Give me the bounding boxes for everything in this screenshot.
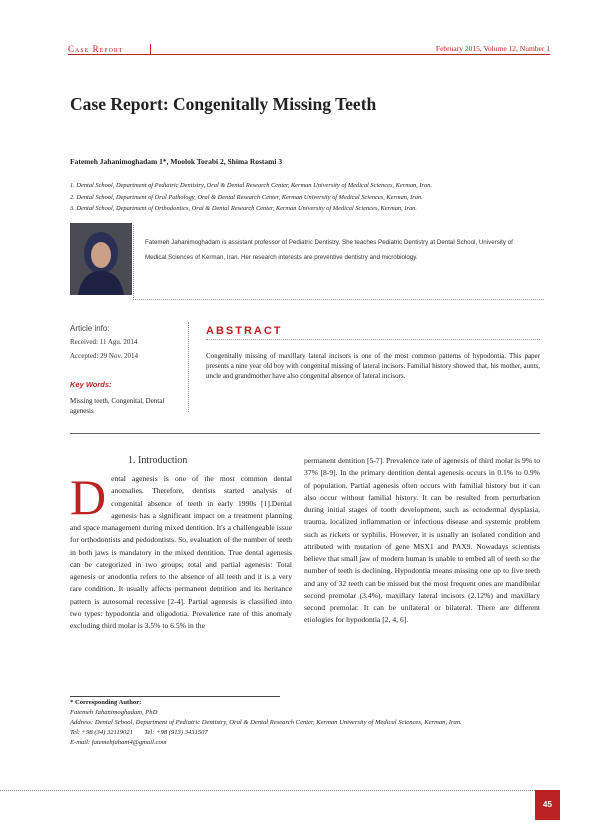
footnote-rule	[70, 696, 280, 697]
affiliation-3: 3. Dental School, Department of Orthodontics, Oral & Dental Research Center, Kerman University of Medical Sciences, Kerman, Iran.	[70, 205, 417, 212]
body-column-2	[304, 455, 540, 627]
drop-cap: D	[70, 469, 107, 525]
section-rule	[70, 433, 540, 434]
keywords-heading: Key Words:	[70, 380, 112, 389]
header-rule	[68, 54, 550, 55]
footnote-heading: * Corresponding Author:	[70, 699, 142, 706]
footnote-address: Address: Dental School, Department of Pediatric Dentistry, Oral & Dental Research Center, Kerman University of Medical Sciences, Kerman, Iran.	[70, 719, 462, 726]
keywords-text: Missing teeth, Congenital, Dental agenesis	[70, 397, 165, 415]
affiliation-1: 1. Dental School, Department of Pediatric Dentistry, Oral & Dental Research Center, Kerman University of Medical Sciences, Kerman, Iran.	[70, 182, 433, 189]
abstract-heading: ABSTRACT	[206, 325, 283, 337]
column-divider	[188, 322, 189, 412]
footnote-phone: Tel: +98 (34) 32119021 Tel: +98 (913) 3431507	[70, 729, 208, 736]
running-header-section: Case Report	[68, 44, 124, 54]
author-bio: Fatemeh Jahanimoghadam is assistant professor of Pediatric Dentistry. She teaches Pediatric Dentistry at Dental School, University of Medical Sciences of Kerman, Iran. Her research interests are preventive dentistry and microbiology.	[145, 239, 513, 261]
received-date: Received: 11 Agu. 2014	[70, 338, 138, 346]
body-column-1	[70, 469, 292, 632]
running-header-issue: February 2015, Volume 12, Number 1	[435, 44, 550, 53]
column-1-text: ental agenesis is one of the most common dental anomalies. Therefore, dentists started analysis of congenital absence of teeth in early 1990s [1].Dental agenesis has a significant impact on a treatment planning and space management during mixed dentition. It's a challengeable issue for orthodontists and pedodontists. So, evaluation of the number of teeth in both jaws is mandatory in the mixed dentition. True dental agenesis can be categorized in two groups; total and partial agenesis: Total agenesis or anodontia refers to the absence of all teeth and it is a very rare condition. It usually affects permanent dentition and its heritance pattern is autosomal recessive [2-4]. Partial agenesis is classified into two types: hypodontia and oligodotia. Prevalence rate of this anomaly excluding third molar is 3.5% to 6.5% in the	[70, 474, 292, 630]
column-2-text: permanent dentition [5-7]. Prevalence rate of agenesis of third molar is 9% to 37% [8-9]. In the primary dentition dental agenesis occurs in 0.1% to 0.9% of population. Partial agenesis often occurs with familial history but it can also occur without familial history. It can be resulted from perturbation during initial stages of tooth development, such as ectodermal dysplasia, trauma, localized inflammation or infectious disease and systemic problem such as rickets or syphilis. However, it is usually an isolated condition and attributed with mutation of gene MSX1 and PAX9. Nowadays scientists believe that small jaw of modern human is unable to embed all of teeth so the number of teeth is declining. Hypodontia means missing one up to five teeth and any of 32 teeth can be missed but the most frequent ones are mandibular second premolar (3.4%), maxillary lateral incisors (2.12%) and maxillary second premolar. It can be unilateral or bilateral. There are different etiologies for hypodontia [2, 4, 6].	[304, 456, 540, 625]
author-photo	[70, 223, 132, 295]
footer-rule	[0, 790, 535, 791]
article-title: Case Report: Congenitally Missing Teeth	[70, 94, 377, 114]
author-list: Fatemeh Jahanimoghadam 1*, Moolok Torabi 2, Shima Rostami 3	[70, 157, 283, 166]
header-tick	[150, 44, 157, 54]
accepted-date: Accepted: 29 Nov. 2014	[70, 352, 138, 360]
abstract-text: Congenitally missing of maxillary lateral incisors is one of the most common patterns of hypodontia. This paper presents a nine year old boy with congenital missing of lateral incisors. Familial history showed that, his mother, aunts, uncle and grandmother have also congenital absence of lateral incisors.	[206, 352, 540, 380]
abstract-rule	[206, 339, 540, 340]
introduction-heading: 1. Introduction	[128, 455, 188, 466]
affiliation-2: 2. Dental School, Department of Oral Pathology, Oral & Dental Research Center, Kerman University of Medical Sciences, Kerman, Iran.	[70, 193, 423, 201]
footnote-name: Fatemeh Jahanimoghadam, PhD	[70, 709, 158, 716]
page-number: 45	[535, 790, 560, 820]
footnote-email[interactable]: E-mail: fatemehjahani4@gmail.com	[70, 739, 167, 746]
article-info-label: Article info:	[70, 324, 110, 333]
